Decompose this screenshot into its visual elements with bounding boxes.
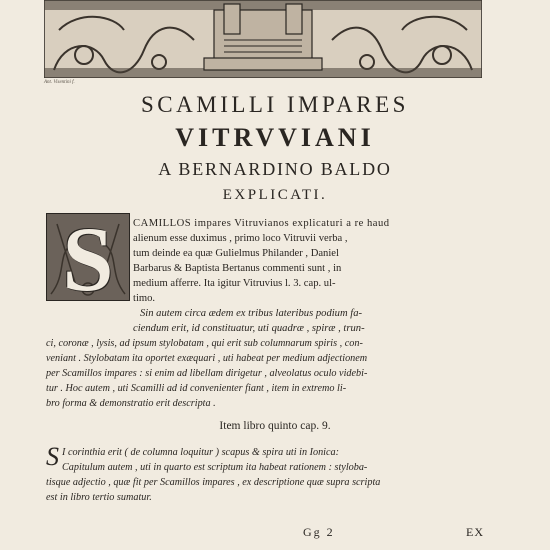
engraver-credit: Ant. Visentini f. bbox=[44, 80, 75, 85]
engraved-headpiece bbox=[44, 0, 482, 78]
quote2-line: I corinthia erit ( de columna loquitur ) scapus & spira uti in Ionica: bbox=[62, 447, 340, 458]
title-line-2: VITRVVIANI bbox=[175, 123, 375, 152]
quote-line: ci, coronæ , lysis, ad ipsum stylobatam , qui erit sub columnarum spiris , con- bbox=[46, 338, 363, 349]
quote-line: veniant . Stylobatam ita oportet exæquari , uti habeat per medium adjectionem bbox=[46, 353, 368, 364]
intro-line: Barbarus & Baptista Bertanus commenti sunt , in bbox=[133, 263, 342, 274]
quote-line: ciendum erit, id constituatur, uti quadræ , spiræ , trun- bbox=[133, 323, 365, 334]
quote-line: tur . Hoc autem , uti Scamilli ad id convenienter fiant , item in extremo li- bbox=[46, 383, 347, 394]
quote-line: Sin autem circa ædem ex tribus lateribus podium fa- bbox=[140, 308, 363, 319]
quote2-line: tisque adjectio , quæ fit per Scamillos impares , ex descriptione quæ supra scripta bbox=[46, 477, 381, 488]
decorated-initial bbox=[46, 213, 130, 301]
intro-line: medium afferre. Ita igitur Vitruvius l. 3. cap. ul- bbox=[133, 278, 336, 289]
quote-line: bro forma & demonstratio erit descripta . bbox=[46, 398, 216, 409]
intro-line: timo. bbox=[133, 293, 156, 304]
quote2-line: Capitulum autem , uti in quarto est scriptum ita habeat rationem : styloba- bbox=[62, 462, 368, 473]
catchword: EX bbox=[466, 525, 484, 539]
drop-cap: S bbox=[46, 442, 59, 471]
title-line-4: EXPLICATI. bbox=[222, 187, 328, 203]
intro-line: CAMILLOS impares Vitruvianos explicaturi a re haud bbox=[133, 218, 390, 229]
title-line-1: SCAMILLI IMPARES bbox=[141, 92, 409, 117]
intro-line: alienum esse duximus , primo loco Vitruvii verba , bbox=[133, 233, 348, 244]
title-line-3: A BERNARDINO BALDO bbox=[158, 159, 392, 179]
signature-mark: Gg 2 bbox=[303, 525, 335, 539]
section-heading: Item libro quinto cap. 9. bbox=[219, 420, 331, 432]
intro-line: tum deinde ea quæ Gulielmus Philander , Daniel bbox=[133, 248, 339, 259]
quote2-line: est in libro tertio sumatur. bbox=[46, 492, 152, 503]
quote-line: per Scamillos impares : si enim ad libellam dirigetur , alveolatus oculo videbi- bbox=[46, 368, 368, 379]
initial-letter: S bbox=[62, 213, 114, 301]
